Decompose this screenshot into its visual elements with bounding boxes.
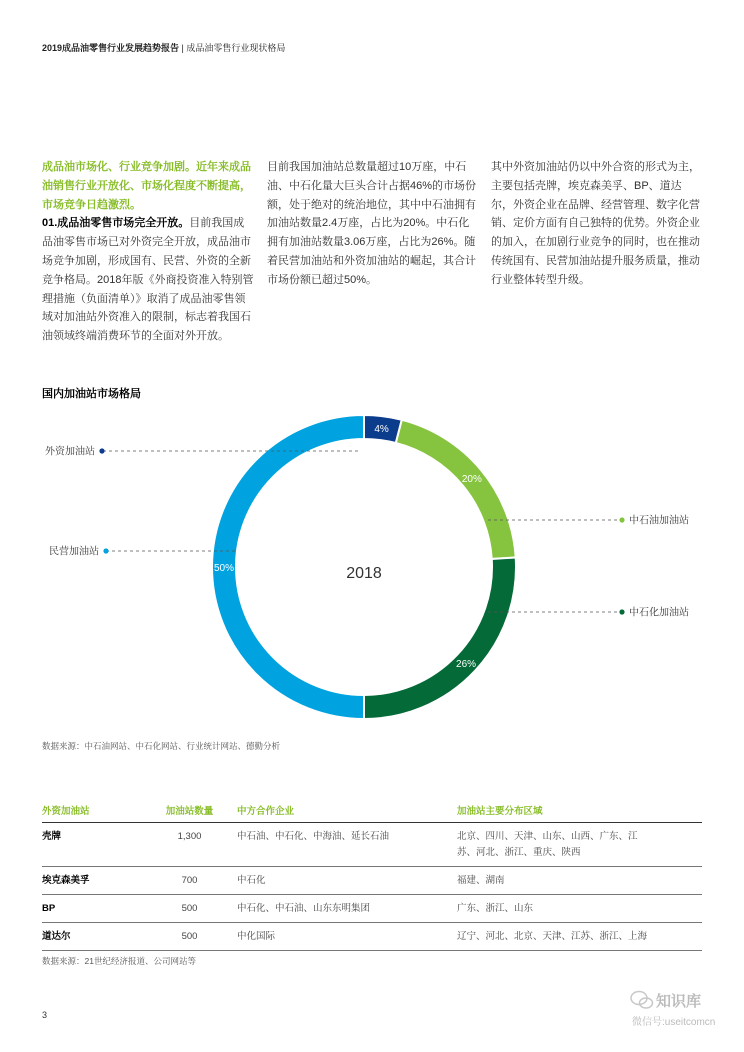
donut-slice-1	[396, 420, 516, 559]
partner-companies: 中石油、中石化、中海油、延长石油	[237, 823, 457, 867]
chart-center-label: 2018	[346, 565, 382, 582]
regions: 福建、湖南	[457, 867, 702, 895]
body-text: 目前我国加油站总数量超过10万座，中石油、中石化量大巨头合计占据46%的市场份额，处于绝对的统治地位，其中中石油拥有加油站数量2.4万座，占比为20%。中石化拥有加油站数量3.06万座，占比为26%。随着民营加油站和外资加油站的崛起，其合计市场份额已超过50%。	[267, 161, 477, 286]
regions	[457, 823, 702, 867]
sub-heading: 01.成品油零售市场完全开放。	[42, 217, 190, 230]
table-header-cell: 外资加油站	[42, 797, 142, 823]
partner-companies: 中化国际	[237, 923, 457, 951]
donut-slice-2	[364, 557, 516, 719]
company-name: 壳牌	[42, 823, 142, 867]
table-header-cell: 加油站主要分布区域	[457, 797, 702, 823]
slice-value-label: 26%	[456, 658, 477, 670]
regions: 广东、浙江、山东	[457, 895, 702, 923]
partner-companies: 中石化、中石油、山东东明集团	[237, 895, 457, 923]
regions-line: 北京、四川、天津、山东、山西、广东、江	[457, 831, 638, 842]
station-count: 1,300	[142, 823, 237, 867]
donut-slice-3	[212, 415, 364, 719]
company-name: 埃克森美孚	[42, 867, 142, 895]
header-separator: |	[181, 43, 184, 53]
watermark	[628, 988, 738, 1036]
chart-source-note: 数据来源：中石油网站、中石化网站、行业统计网站、德勤分析	[42, 741, 281, 751]
report-title: 2019成品油零售行业发展趋势报告	[42, 43, 180, 53]
body-text: 目前我国成品油零售市场已对外资完全开放，成品油市场竞争加剧，形成国有、民营、外资的全新竞争格局。2018年版《外商投资准入特别管理措施（负面清单）》取消了成品油零售领域对加油站外资准入的限制，标志着我国石油领域终端消费环节的全面对外开放。	[42, 217, 254, 343]
station-count: 700	[142, 867, 237, 895]
company-name: BP	[42, 895, 142, 923]
table-row	[42, 867, 702, 895]
company-name: 道达尔	[42, 923, 142, 951]
legend-label: 中石化加油站	[629, 607, 689, 619]
section-title: 成品油零售行业现状格局	[186, 43, 286, 53]
partner-companies: 中石化	[237, 867, 457, 895]
slice-value-label: 50%	[213, 563, 235, 574]
table-row	[42, 923, 702, 951]
station-count: 500	[142, 895, 237, 923]
body-text: 其中外资加油站仍以中外合资的形式为主，主要包括壳牌，埃克森美孚、BP、道达尔，外资企业在品牌、经营管理、数字化营销、定价方面有自己独特的优势。外资企业的加入，在加剧行业竞争的同时，也在推动传统国有、民营加油站提升服务质量，推动行业整体转型升级。	[491, 161, 700, 286]
table-header-cell: 中方合作企业	[237, 797, 457, 823]
foreign-stations-table	[42, 797, 702, 951]
lead-paragraph: 成品油市场化、行业竞争加剧。近年来成品油销售行业开放化、市场化程度不断提高，市场竞争日趋激烈。	[42, 161, 251, 211]
table-row	[42, 823, 702, 867]
slice-value-label: 20%	[461, 473, 482, 485]
table-header-row	[42, 797, 702, 823]
station-count: 500	[142, 923, 237, 951]
legend-marker	[99, 448, 104, 453]
wechat-icon	[630, 990, 654, 1010]
slice-value-label: 4%	[374, 424, 389, 436]
legend-label: 中石油加油站	[629, 515, 689, 527]
chart-title: 国内加油站市场格局	[42, 388, 141, 400]
watermark-subtitle: 微信号:useitcomcn	[632, 1017, 716, 1028]
table-row	[42, 895, 702, 923]
table-header-cell: 加油站数量	[142, 797, 237, 823]
legend-marker	[619, 609, 624, 614]
table-source-note: 数据来源：21世纪经济报道、公司网站等	[42, 956, 196, 966]
watermark-title: 知识库	[656, 993, 702, 1010]
regions-line: 苏、河北、浙江、重庆、陕西	[457, 847, 581, 858]
page-number: 3	[42, 1010, 48, 1020]
regions: 辽宁、河北、北京、天津、江苏、浙江、上海	[457, 923, 702, 951]
legend-label: 民营加油站	[49, 546, 99, 558]
legend-marker	[103, 548, 108, 553]
legend-marker	[619, 517, 624, 522]
legend-label: 外资加油站	[45, 446, 95, 458]
